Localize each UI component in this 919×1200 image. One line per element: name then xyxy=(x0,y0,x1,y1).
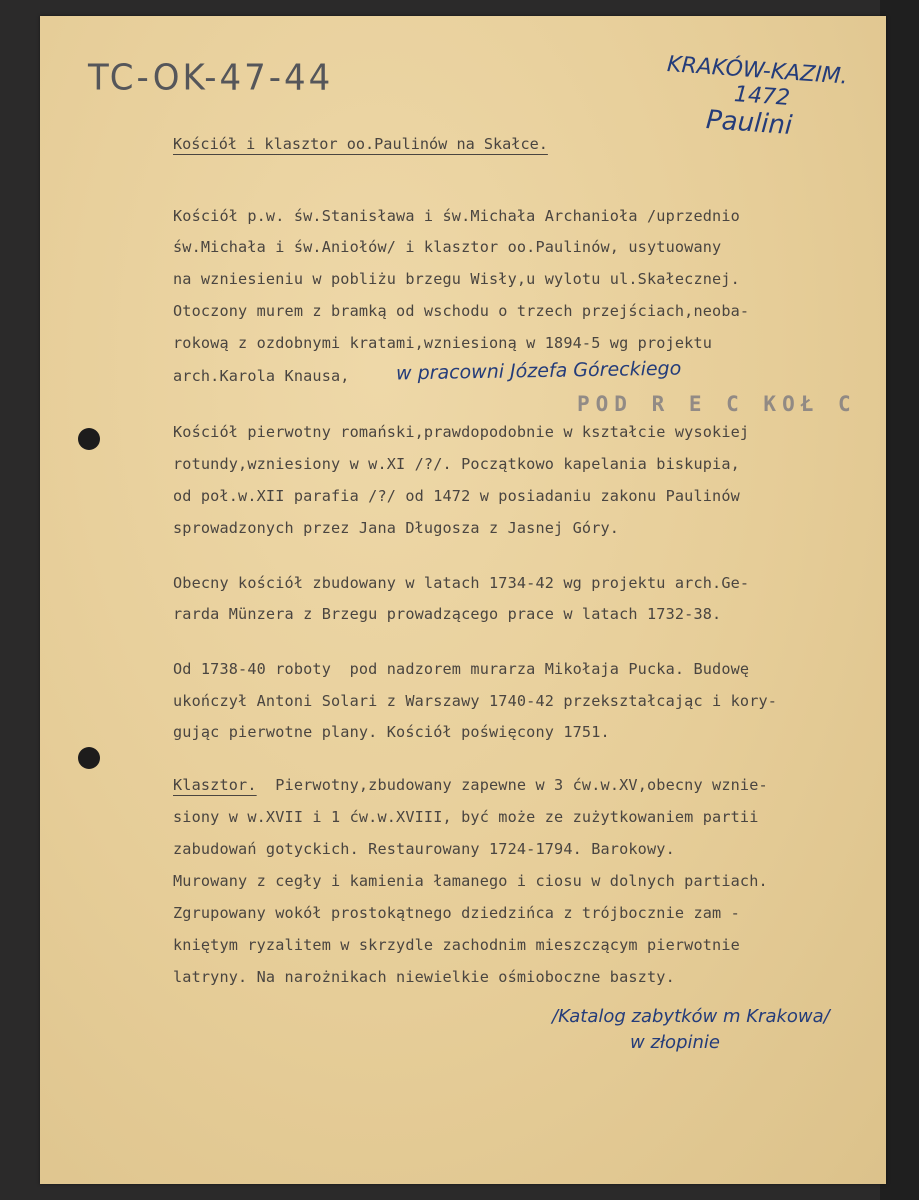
text-line: latryny. Na narożnikach niewielkie ośmioboczne baszty. xyxy=(173,968,675,986)
handwritten-source: /Katalog zabytków m Krakowa/ xyxy=(552,1006,830,1027)
text-line: Obecny kościół zbudowany w latach 1734-42 wg projektu arch.Ge- xyxy=(173,574,750,592)
text-line: rokową z ozdobnymi kratami,wzniesioną w 1894-5 wg projektu xyxy=(173,334,713,352)
handwritten-workshop-note: w pracowni Józefa Góreckiego xyxy=(395,357,682,385)
punch-hole-bottom xyxy=(78,747,100,769)
archive-code: TC-OK-47-44 xyxy=(88,57,334,99)
klasztor-label: Klasztor. xyxy=(173,776,257,794)
text-line: św.Michała i św.Aniołów/ i klasztor oo.Paulinów, usytuowany xyxy=(173,238,722,256)
handwritten-number: 1472 xyxy=(733,82,791,111)
handwritten-place: KRAKÓW-KAZIM. xyxy=(666,52,849,90)
text-line: Kościół p.w. św.Stanisława i św.Michała Archanioła /uprzednio xyxy=(173,207,740,225)
text-line: zabudowań gotyckich. Restaurowany 1724-1794. Barokowy. xyxy=(173,840,675,858)
text-line: Murowany z cegły i kamienia łamanego i ciosu w dolnych partiach. xyxy=(173,872,768,890)
text-line xyxy=(173,776,768,794)
text-line: gując pierwotne plany. Kościół poświęcony 1751. xyxy=(173,723,610,741)
text-line: arch.Karola Knausa, xyxy=(173,367,350,385)
handwritten-order: Paulini xyxy=(705,105,794,141)
text-line: rotundy,wzniesiony w w.XI /?/. Początkowo kapelania biskupia, xyxy=(173,455,740,473)
text-line: Od 1738-40 roboty pod nadzorem murarza Mikołaja Pucka. Budowę xyxy=(173,660,750,678)
text-line: sprowadzonych przez Jana Długosza z Jasnej Góry. xyxy=(173,519,620,537)
text-line: na wzniesieniu w pobliżu brzegu Wisły,u wylotu ul.Skałecznej. xyxy=(173,270,740,288)
text-line: od poł.w.XII parafia /?/ od 1472 w posiadaniu zakonu Paulinów xyxy=(173,487,740,505)
handwritten-source-note: w złopinie xyxy=(630,1032,720,1053)
text-line: Otoczony murem z bramką od wschodu o trzech przejściach,neoba- xyxy=(173,302,750,320)
text-line: ukończył Antoni Solari z Warszawy 1740-42 przekształcając i kory- xyxy=(173,692,778,710)
text-line: kniętym ryzalitem w skrzydle zachodnim mieszczącym pierwotnie xyxy=(173,936,740,954)
faint-stamp: POD R E C KOŁ C xyxy=(577,392,857,416)
text-line: Kościół pierwotny romański,prawdopodobnie w kształcie wysokiej xyxy=(173,423,750,441)
text-line: rarda Münzera z Brzegu prowadzącego prace w latach 1732-38. xyxy=(173,605,722,623)
text-line: siony w w.XVII i 1 ćw.w.XVIII, być może ze zużytkowaniem partii xyxy=(173,808,759,826)
punch-hole-top xyxy=(78,428,100,450)
text-fragment: Pierwotny,zbudowany zapewne w 3 ćw.w.XV,obecny wznie- xyxy=(256,776,768,794)
document-title: Kościół i klasztor oo.Paulinów na Skałce. xyxy=(173,135,548,153)
text-line: Zgrupowany wokół prostokątnego dziedzińca z trójbocznie zam - xyxy=(173,904,740,922)
